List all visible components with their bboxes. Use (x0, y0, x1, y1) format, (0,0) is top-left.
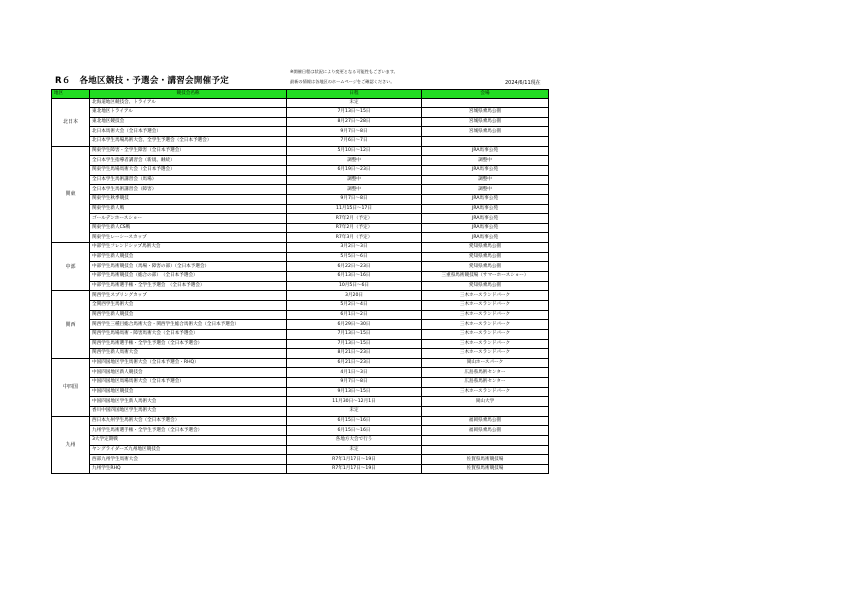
event-venue-cell: 愛知県乗馬公園 (422, 252, 549, 262)
event-date-cell: 6月19日～23日 (287, 165, 422, 175)
table-row (52, 233, 549, 243)
event-name-cell: 中国四国地区馬場馬術大会（全日本予選会） (90, 378, 287, 388)
event-date-cell: 調整中 (287, 156, 422, 166)
table-row (52, 127, 549, 137)
column-header-dates: 日程 (287, 90, 422, 99)
event-date-cell: 9月7日～8日 (287, 194, 422, 204)
event-venue-cell: 佐賀県馬術競技場 (422, 455, 549, 465)
event-date-cell: 8月21日～23日 (287, 349, 422, 359)
event-date-cell: 3月2日～3日 (287, 243, 422, 253)
event-date-cell: 5月5日～6日 (287, 252, 422, 262)
table-row (52, 108, 549, 118)
event-venue-cell: 愛知県乗馬公園 (422, 262, 549, 272)
event-name-cell: 中部学生フレンドシップ馬術大会 (90, 243, 287, 253)
event-venue-cell: 三木ホースランドパーク (422, 320, 549, 330)
table-row (52, 358, 549, 368)
table-row (52, 194, 549, 204)
event-name-cell: 関西学生新人馬術大会 (90, 349, 287, 359)
event-name-cell: 関東学生秋季競技 (90, 194, 287, 204)
table-row (52, 272, 549, 282)
event-date-cell: 7月13日～15日 (287, 108, 422, 118)
event-name-cell: 関東学生新人戦 (90, 204, 287, 214)
event-date-cell: 9月7日～8日 (287, 378, 422, 388)
column-header-event: 競技会名称 (90, 90, 287, 99)
table-row (52, 262, 549, 272)
event-date-cell: 9月13日～15日 (287, 387, 422, 397)
table-row (52, 320, 549, 330)
event-name-cell: 西部九州学生馬術大会 (90, 455, 287, 465)
event-venue-cell: 宮城県乗馬公園 (422, 127, 549, 137)
event-date-cell: R7年2月（予定） (287, 214, 422, 224)
event-venue-cell: 福岡県乗馬公園 (422, 426, 549, 436)
table-row (52, 204, 549, 214)
event-venue-cell: JRA馬事公苑 (422, 194, 549, 204)
event-venue-cell: 三木ホースランドパーク (422, 291, 549, 301)
event-date-cell: 6月15日～16日 (287, 426, 422, 436)
table-row (52, 137, 549, 147)
event-venue-cell: JRA馬事公苑 (422, 233, 549, 243)
event-date-cell: 未定 (287, 407, 422, 417)
table-row (52, 98, 549, 108)
event-name-cell: 関西学生馬術選手権・全学生予選会（全日本予選会） (90, 339, 287, 349)
table-row (52, 146, 549, 156)
event-venue-cell: 三木ホースランドパーク (422, 310, 549, 320)
event-name-cell: 全日本学生指導者講習会（新規、継続） (90, 156, 287, 166)
as-of-date: 2024/6/11現在 (505, 80, 541, 86)
event-name-cell: 関西学生三種目総合馬術大会・関西学生総合馬術大会（全日本予選会） (90, 320, 287, 330)
column-header-venue: 会場 (422, 90, 549, 99)
event-venue-cell: JRA馬事公苑 (422, 214, 549, 224)
table-row (52, 455, 549, 465)
event-venue-cell (422, 407, 549, 417)
event-name-cell: ヤングライダーズ九州地区競技会 (90, 445, 287, 455)
event-venue-cell: 三木ホースランドパーク (422, 349, 549, 359)
event-venue-cell: 岡山大学 (422, 397, 549, 407)
table-row (52, 223, 549, 233)
event-name-cell: 関東学生馬場馬術大会（全日本予選会） (90, 165, 287, 175)
event-name-cell: 関西学生スプリングカップ (90, 291, 287, 301)
event-venue-cell: 調整中 (422, 156, 549, 166)
table-row (52, 214, 549, 224)
table-row (52, 300, 549, 310)
page-title: R６ 各地区競技・予選会・講習会開催予定 (55, 76, 230, 86)
event-name-cell: ゴールデンホースショー (90, 214, 287, 224)
event-date-cell: 7月13日～15日 (287, 329, 422, 339)
table-row (52, 397, 549, 407)
event-date-cell: 7月6日～7日 (287, 137, 422, 147)
event-date-cell: R7年3月（予定） (287, 233, 422, 243)
event-venue-cell: 愛知県乗馬公園 (422, 281, 549, 291)
event-name-cell: 中部学生新人競技会 (90, 252, 287, 262)
event-date-cell: 9月7日～8日 (287, 127, 422, 137)
table-row (52, 291, 549, 301)
event-venue-cell: 三木ホースランドパーク (422, 300, 549, 310)
event-date-cell: 6月15日～16日 (287, 416, 422, 426)
table-row (52, 252, 549, 262)
event-venue-cell: 三木ホースランドパーク (422, 339, 549, 349)
event-name-cell: 関東学生障害・全学生障害（全日本予選会） (90, 146, 287, 156)
event-name-cell: 北日本学生馬場馬術大会、全学生予選会（全日本予選会） (90, 137, 287, 147)
schedule-table (51, 89, 549, 474)
event-name-cell: 関西学生新人競技会 (90, 310, 287, 320)
event-name-cell: 香川中国四国地区学生馬術大会 (90, 407, 287, 417)
event-date-cell: R7年1月17日～19日 (287, 464, 422, 474)
region-cell: 関東 (52, 146, 90, 242)
schedule-note: ※開催日程は状況により変更となる可能性もございます。 (290, 69, 398, 74)
event-date-cell: 調整中 (287, 185, 422, 195)
table-row (52, 426, 549, 436)
event-venue-cell: 三木ホースランドパーク (422, 329, 549, 339)
event-venue-cell: 宮城県乗馬公園 (422, 108, 549, 118)
table-row (52, 387, 549, 397)
event-name-cell: 北日本馬術大会（全日本予選会） (90, 127, 287, 137)
event-venue-cell: 広島県馬術センター (422, 378, 549, 388)
event-name-cell: 全関西学生馬術大会 (90, 300, 287, 310)
event-date-cell: R7年2月（予定） (287, 223, 422, 233)
table-row (52, 378, 549, 388)
event-date-cell: 各地方大会で行う (287, 435, 422, 445)
table-row (52, 281, 549, 291)
event-venue-cell (422, 435, 549, 445)
event-name-cell: 九州学生RHQ (90, 464, 287, 474)
event-name-cell: 全日本学生馬術講習会（馬場） (90, 175, 287, 185)
event-date-cell: 6月1日～2日 (287, 310, 422, 320)
event-venue-cell: JRA馬事公苑 (422, 146, 549, 156)
table-row (52, 407, 549, 417)
table-row (52, 329, 549, 339)
event-venue-cell: JRA馬事公苑 (422, 223, 549, 233)
event-name-cell: 中国四国地区新人競技会 (90, 368, 287, 378)
table-row (52, 156, 549, 166)
event-name-cell: 関東学生レーシースカップ (90, 233, 287, 243)
event-date-cell: 6月29日～30日 (287, 320, 422, 330)
update-note: 最新の情報は各地区のホームページをご確認ください。 (290, 79, 395, 84)
event-venue-cell: 佐賀県馬術競技場 (422, 464, 549, 474)
table-row (52, 445, 549, 455)
table-row (52, 310, 549, 320)
event-name-cell: 東北地区競技会 (90, 117, 287, 127)
table-body (52, 98, 549, 474)
event-name-cell: 中部学生馬術競技会（馬場・障害の部）（全日本予選会） (90, 262, 287, 272)
event-date-cell: 4月1日～3日 (287, 368, 422, 378)
table-row (52, 339, 549, 349)
event-venue-cell: 調整中 (422, 175, 549, 185)
column-header-region: 地区 (52, 90, 90, 99)
event-venue-cell: JRA馬事公苑 (422, 204, 549, 214)
event-name-cell: 中部学生馬術選手権・全学生予選会 （全日本予選会） (90, 281, 287, 291)
event-venue-cell: JRA馬事公苑 (422, 165, 549, 175)
table-row (52, 175, 549, 185)
event-name-cell: 西日本九州学生馬術大会（全日本予選会） (90, 416, 287, 426)
event-date-cell: 6月21日～23日 (287, 358, 422, 368)
event-venue-cell: 宮城県乗馬公園 (422, 117, 549, 127)
event-date-cell: 5月10日～12日 (287, 146, 422, 156)
event-date-cell: 8月27日～28日 (287, 117, 422, 127)
event-venue-cell: 広島県馬術センター (422, 368, 549, 378)
event-name-cell: 関西学生馬場馬術・障害馬術大会（全日本予選会） (90, 329, 287, 339)
event-venue-cell: 福岡県乗馬公園 (422, 416, 549, 426)
event-date-cell: 未定 (287, 98, 422, 108)
region-cell: 中四国 (52, 358, 90, 416)
table-row (52, 368, 549, 378)
event-venue-cell (422, 445, 549, 455)
event-venue-cell (422, 98, 549, 108)
event-date-cell: 調整中 (287, 175, 422, 185)
event-date-cell: 3月20日 (287, 291, 422, 301)
event-date-cell: 10月5日～6日 (287, 281, 422, 291)
region-cell: 北日本 (52, 98, 90, 146)
region-cell: 中部 (52, 243, 90, 291)
table-row (52, 435, 549, 445)
event-venue-cell: 愛知県乗馬公園 (422, 243, 549, 253)
event-venue-cell (422, 137, 549, 147)
table-header-row (52, 90, 549, 99)
event-name-cell: 九州学生馬術選手権・全学生予選会（全日本予選会） (90, 426, 287, 436)
table-row (52, 349, 549, 359)
event-name-cell: 東北地区トライアル (90, 108, 287, 118)
event-date-cell: R7年1月17日～19日 (287, 455, 422, 465)
event-venue-cell: 岡山ホースパーク (422, 358, 549, 368)
event-name-cell: 関東学生新人CS戦 (90, 223, 287, 233)
table-row (52, 185, 549, 195)
event-date-cell: 未定 (287, 445, 422, 455)
event-date-cell: 5月2日～4日 (287, 300, 422, 310)
table-row (52, 243, 549, 253)
event-date-cell: 7月13日～15日 (287, 339, 422, 349)
event-venue-cell: 三木ホースランドパーク (422, 387, 549, 397)
event-name-cell: 全日本学生馬術講習会（障害） (90, 185, 287, 195)
event-name-cell: 中国四国地区学生新人馬術大会 (90, 397, 287, 407)
event-date-cell: 11月15日～17日 (287, 204, 422, 214)
table-row (52, 464, 549, 474)
event-venue-cell: 調整中 (422, 185, 549, 195)
table-row (52, 165, 549, 175)
event-date-cell: 6月22日～23日 (287, 262, 422, 272)
region-cell: 関西 (52, 291, 90, 358)
event-name-cell: 中国四国地区学生馬術大会（全日本予選会・RHQ） (90, 358, 287, 368)
event-name-cell: 北海道地区競技会、トライアル (90, 98, 287, 108)
event-venue-cell: 三重県馬術競技場（サマーホースショー） (422, 272, 549, 282)
region-cell: 九州 (52, 416, 90, 474)
event-date-cell: 11月30日～12月1日 (287, 397, 422, 407)
table-row (52, 117, 549, 127)
event-date-cell: 6月13日～16日 (287, 272, 422, 282)
table-row (52, 416, 549, 426)
event-name-cell: 3大学定期戦 (90, 435, 287, 445)
event-name-cell: 中部学生馬術競技会（総合の部） （全日本予選会） (90, 272, 287, 282)
event-name-cell: 中国四国地区競技会 (90, 387, 287, 397)
